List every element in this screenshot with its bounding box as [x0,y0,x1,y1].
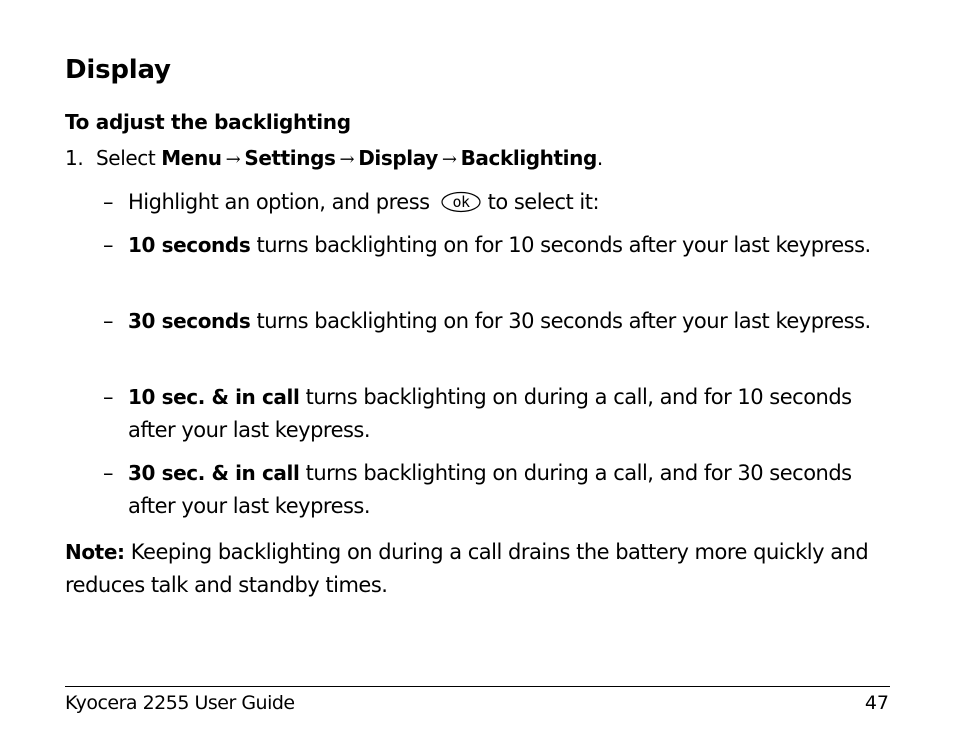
arrow-icon: → [339,149,355,170]
option-name: 30 sec. & in call [128,461,300,485]
dash-bullet: – [103,385,113,409]
dash-bullet: – [103,461,113,485]
section-heading: To adjust the backlighting [65,110,351,134]
step-suffix: . [596,146,603,170]
note-text: Keeping backlighting on during a call drains the battery more quickly and reduces talk and standby times. [65,540,869,597]
option-name: 10 sec. & in call [128,385,300,409]
option-name: 10 seconds [128,233,251,257]
footer-guide-title: Kyocera 2255 User Guide [65,692,295,714]
note-label: Note: [65,540,125,564]
step-1 [65,146,603,170]
bullet-text: Highlight an option, and press [128,190,430,214]
option-description: turns backlighting on for 30 seconds after your last keypress. [256,309,871,333]
bullet-text: to select it: [487,190,600,214]
path-display: Display [358,146,438,170]
option-description: turns backlighting on for 10 seconds after your last keypress. [256,233,871,257]
dash-bullet: – [103,309,113,333]
step-prefix: Select [96,146,156,170]
path-backlighting: Backlighting [460,146,597,170]
bullet-option-30-seconds [103,305,903,338]
path-settings: Settings [244,146,336,170]
bullet-option-10-seconds [103,229,903,262]
option-description: turns backlighting on during a call, and for 30 seconds after your last keypress. [128,461,852,518]
arrow-icon: → [225,149,241,170]
page-title: Display [65,55,171,85]
bullet-option-30-sec-in-call [103,457,903,523]
path-menu: Menu [161,146,222,170]
ok-key-label: ok [452,193,470,211]
bullet-option-10-sec-in-call [103,381,903,447]
option-name: 30 seconds [128,309,251,333]
dash-bullet: – [103,190,113,214]
bullet-highlight [103,186,903,219]
footer-divider [65,686,890,687]
ok-key-icon [441,191,481,213]
note [65,536,905,602]
footer-page-number: 47 [864,692,889,714]
step-number: 1. [65,146,84,170]
option-description: turns backlighting on during a call, and for 10 seconds after your last keypress. [128,385,852,442]
dash-bullet: – [103,233,113,257]
arrow-icon: → [441,149,457,170]
